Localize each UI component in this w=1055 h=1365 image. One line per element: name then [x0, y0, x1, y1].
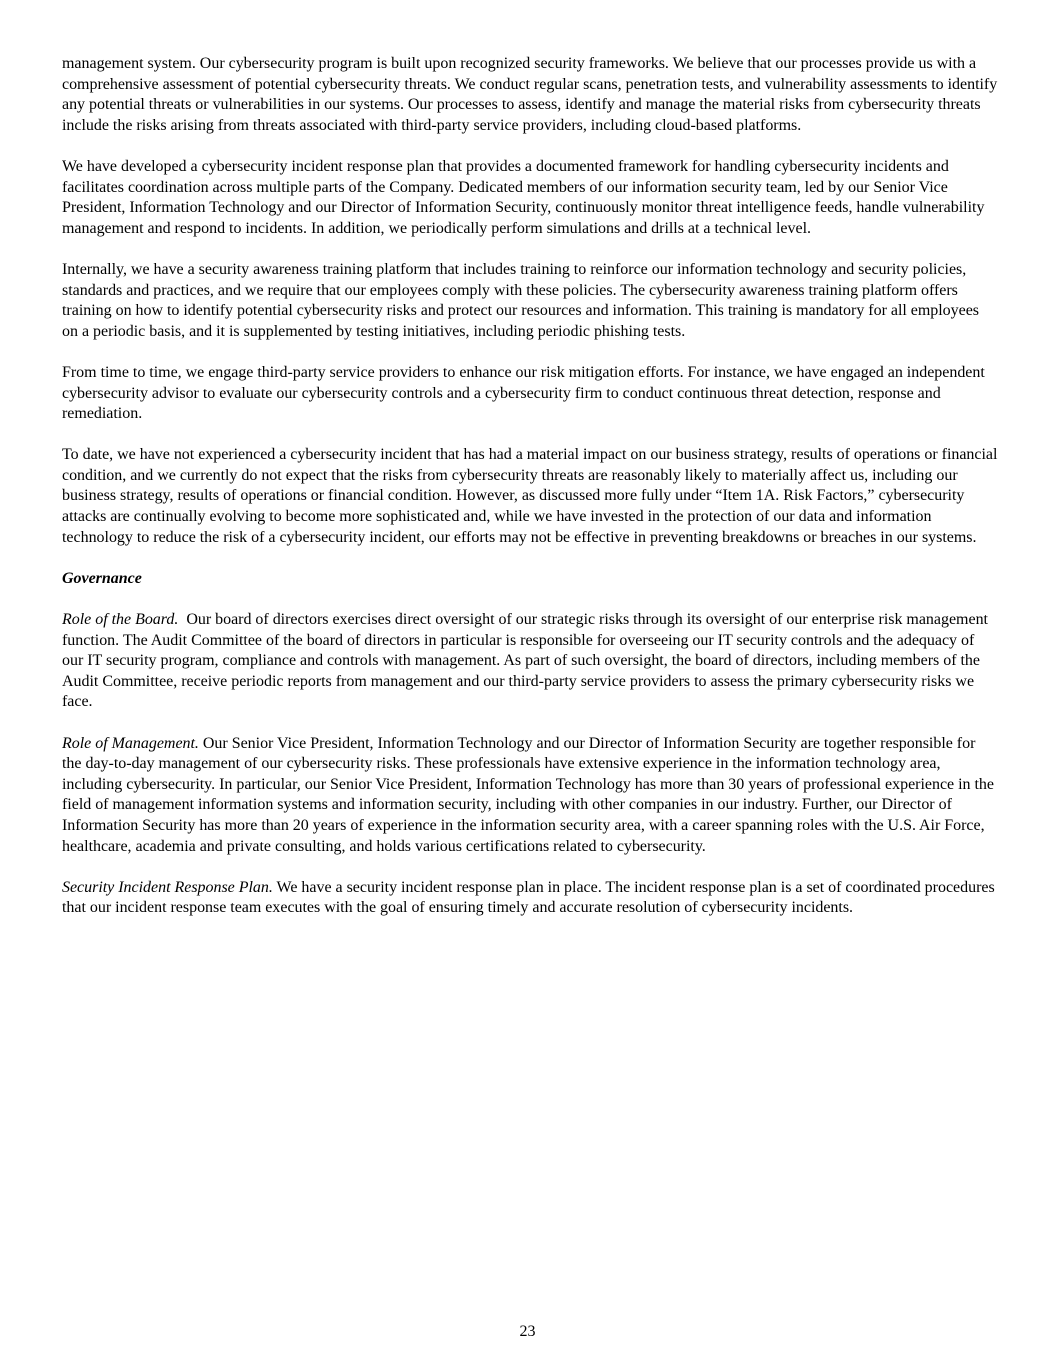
paragraph-third-party-providers: From time to time, we engage third-party service providers to enhance our risk mitigation efforts. For instance, we have engaged an independent cybersecurity advisor to evaluate our cybersecurity controls and a cybersecurity firm to conduct continuous threat detection, response and remediation. [62, 363, 985, 423]
lead-in-security-incident-response-plan: Security Incident Response Plan. [62, 878, 273, 896]
section-heading-governance: Governance [62, 569, 142, 587]
paragraph-no-material-incident: To date, we have not experienced a cybersecurity incident that has had a material impact on our business strategy, results of operations or financial condition, and we currently do not expect that the risks from cybersecurity threats are reasonably likely to materially affect us, including our business strategy, results of operations or financial condition. However, as discussed more fully under “Item 1A. Risk Factors,” cybersecurity attacks are continually evolving to become more sophisticated and, while we have invested in the protection of our data and information technology to reduce the risk of a cybersecurity incident, our efforts may not be effective in preventing breakdowns or breaches in our systems. [62, 446, 998, 546]
paragraph-awareness-training: Internally, we have a security awareness training platform that includes training to reinforce our information technology and security policies, standards and practices, and we require that our employees comply with these policies. The cybersecurity awareness training platform offers training on how to identify potential cybersecurity risks and protect our resources and information. This training is mandatory for all employees on a periodic basis, and it is supplemented by testing initiatives, including periodic phishing tests. [62, 260, 980, 340]
document-page [62, 54, 998, 940]
body-role-of-board: Our board of directors exercises direct oversight of our strategic risks through its oversight of our enterprise risk management function. The Audit Committee of the board of directors in particular is responsible for overseeing our IT security controls and the adequacy of our IT security program, compliance and controls with management. As part of such oversight, the board of directors, including members of the Audit Committee, receive periodic reports from management and our third-party service providers to assess the primary cybersecurity risks we face. [62, 611, 992, 711]
paragraph-role-of-management [62, 734, 998, 858]
paragraph-security-incident-response-plan [62, 878, 998, 919]
page-number: 23 [519, 1323, 536, 1340]
paragraph-incident-response-plan: We have developed a cybersecurity incident response plan that provides a documented framework for handling cybersecurity incidents and facilitates coordination across multiple parts of the Company. Dedicated members of our information security team, led by our Senior Vice President, Information Technology and our Director of Information Security, continuously monitor threat intelligence feeds, handle vulnerability management and respond to incidents. In addition, we periodically perform simulations and drills at a technical level. [62, 157, 985, 237]
paragraph-security-frameworks: management system. Our cybersecurity program is built upon recognized security frameworks. We believe that our processes provide us with a comprehensive assessment of potential cybersecurity threats. We conduct regular scans, penetration tests, and vulnerability assessments to identify any potential threats or vulnerabilities in our systems. Our processes to assess, identify and manage the material risks from cybersecurity threats include the risks arising from threats associated with third-party service providers, including cloud-based platforms. [62, 55, 998, 134]
paragraph-role-of-board [62, 610, 998, 713]
lead-in-role-of-board: Role of the Board. [62, 611, 179, 629]
body-role-of-management: Our Senior Vice President, Information Technology and our Director of Information Security are together responsible for the day-to-day management of our cybersecurity risks. These professionals have extensive experience in the information technology area, including cybersecurity. In particular, our Senior Vice President, Information Technology has more than 30 years of professional experience in the field of management information systems and information security, including with other companies in our industry. Further, our Director of Information Security has more than 20 years of experience in the information security area, with a career spanning roles with the U.S. Air Force, healthcare, academia and private consulting, and holds various certifications related to cybersecurity. [62, 734, 994, 855]
body-security-incident-response-plan: We have a security incident response plan in place. The incident response plan is a set of coordinated procedures that our incident response team executes with the goal of ensuring timely and accurate resolution of cybersecurity incidents. [62, 878, 995, 917]
lead-in-role-of-management: Role of Management. [62, 734, 199, 752]
